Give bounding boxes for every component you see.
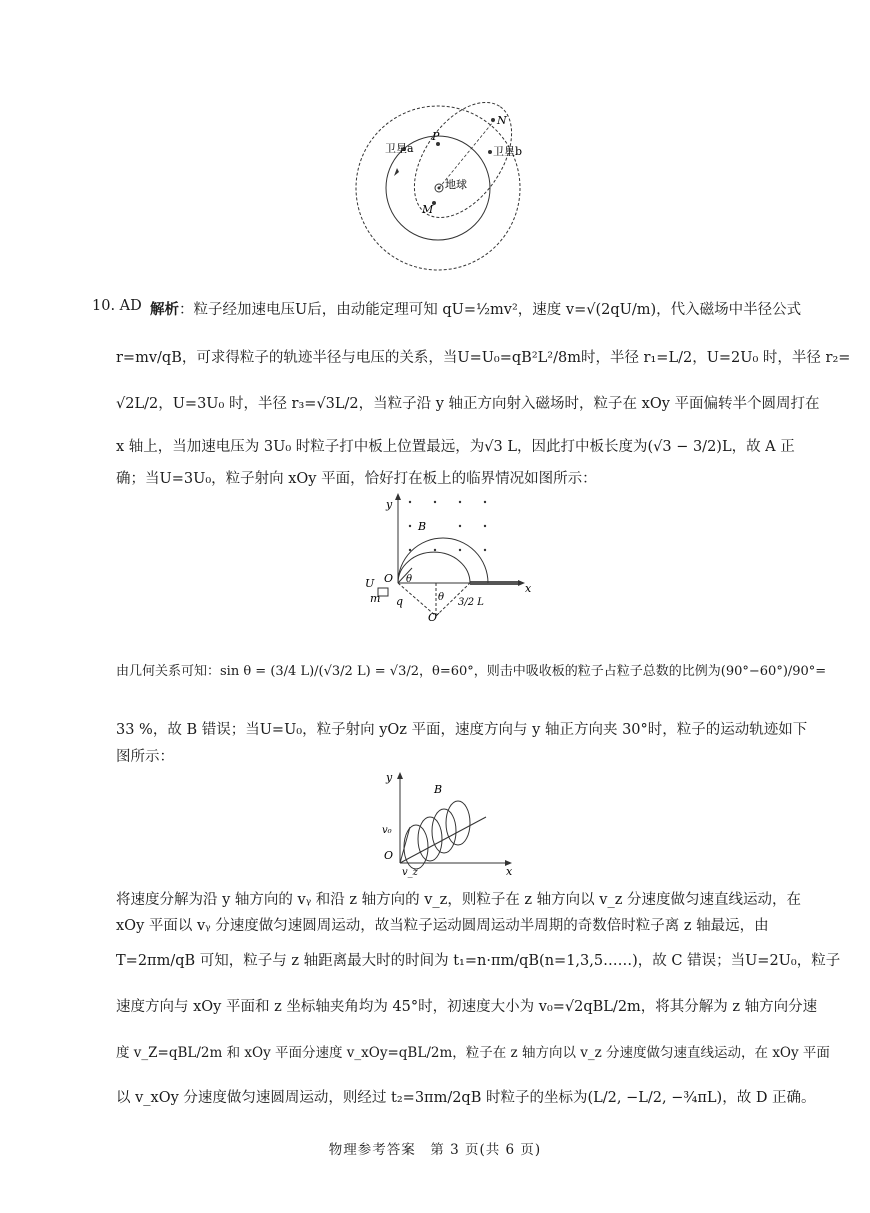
label-o: O bbox=[384, 849, 394, 862]
label-p: P bbox=[432, 130, 440, 143]
analysis-line-14: 以 v_xOy 分速度做匀速圆周运动，则经过 t₂=3πm/2qB 时粒子的坐标为(L/2, −L/2, −¾πL)，故 D 正确。 bbox=[116, 1090, 816, 1106]
answer-number: 10. AD bbox=[92, 298, 142, 314]
label-theta-1: θ bbox=[406, 574, 413, 585]
axis-y: y bbox=[386, 498, 393, 511]
analysis-line-3: √2L/2，U=3U₀ 时，半径 r₃=√3L/2，当粒子沿 y 轴正方向射入磁场时，粒子在 xOy 平面偏转半个圆周打在 bbox=[116, 396, 820, 412]
analysis-line-4: x 轴上，当加速电压为 3U₀ 时粒子打中板上位置最远，为√3 L，因此打中板长度为(√3 − 3/2)L，故 A 正 bbox=[116, 439, 795, 455]
critical-case-figure bbox=[360, 488, 540, 623]
label-theta-2: θ bbox=[438, 592, 445, 603]
label-q: q bbox=[396, 595, 404, 608]
axis-x: x bbox=[525, 582, 532, 595]
helix-trajectory-figure bbox=[378, 767, 518, 879]
analysis-line-11: T=2πm/qB 可知，粒子与 z 轴距离最大时的时间为 t₁=n·πm/qB(n=1,3,5……)，故 C 错误；当U=2U₀，粒子 bbox=[116, 953, 841, 969]
label-v0: v₀ bbox=[382, 825, 392, 836]
analysis-line-1 bbox=[150, 298, 801, 319]
analysis-line-12: 速度方向与 xOy 平面和 z 坐标轴夹角均为 45°时，初速度大小为 v₀=√2qBL/2m，将其分解为 z 轴方向分速 bbox=[116, 999, 818, 1015]
label-sat-b: 卫星b bbox=[493, 145, 523, 158]
analysis-label: 解析 bbox=[150, 301, 179, 318]
label-o: O bbox=[384, 572, 394, 585]
page-footer: 物理参考答案 第 3 页(共 6 页) bbox=[328, 1142, 542, 1158]
analysis-line-6: 由几何关系可知：sin θ = (3/4 L)/(√3/2 L) = √3/2，θ=60°，则击中吸收板的粒子占粒子总数的比例为(90°−60°)/90°= bbox=[116, 664, 827, 679]
label-earth: 地球 bbox=[445, 178, 467, 191]
analysis-line-10: xOy 平面以 vᵧ 分速度做匀速圆周运动，故当粒子运动圆周运动半周期的奇数倍时粒子离 z 轴最远，由 bbox=[116, 918, 769, 934]
satellite-orbit-figure bbox=[355, 100, 523, 275]
analysis-line-5: 确；当U=3U₀，粒子射向 xOy 平面，恰好打在板上的临界情况如图所示： bbox=[116, 471, 597, 487]
label-m: M bbox=[422, 203, 434, 216]
analysis-line-13: 度 v_Z=qBL/2m 和 xOy 平面分速度 v_xOy=qBL/2m，粒子在 z 轴方向以 v_z 分速度做匀速直线运动，在 xOy 平面 bbox=[116, 1045, 830, 1061]
label-b: B bbox=[418, 520, 427, 533]
analysis-line-7: 33 %，故 B 错误；当U=U₀，粒子射向 yOz 平面，速度方向与 y 轴正方向夹 30°时，粒子的运动轨迹如下 bbox=[116, 722, 808, 738]
line-1-text: ：粒子经加速电压U后，由动能定理可知 qU=½mv²，速度 v=√(2qU/m)，代入磁场中半径公式 bbox=[179, 302, 802, 318]
analysis-line-8: 图所示： bbox=[116, 749, 174, 765]
label-n: N bbox=[497, 114, 507, 127]
axis-x: x bbox=[506, 865, 513, 878]
label-b: B bbox=[434, 783, 443, 796]
label-three-half-l: 3/2 L bbox=[458, 597, 484, 608]
label-u: U bbox=[365, 577, 375, 590]
analysis-line-9: 将速度分解为沿 y 轴方向的 vᵧ 和沿 z 轴方向的 v_z，则粒子在 z 轴方向以 v_z 分速度做匀速直线运动，在 bbox=[116, 892, 801, 908]
label-sat-a: 卫星a bbox=[385, 142, 414, 155]
axis-y: y bbox=[386, 771, 393, 784]
label-o-prime: O′ bbox=[428, 611, 440, 624]
label-vz: v_z bbox=[402, 867, 418, 878]
analysis-line-2: r=mv/qB，可求得粒子的轨迹半径与电压的关系，当U=U₀=qB²L²/8m时，半径 r₁=L/2，U=2U₀ 时，半径 r₂= bbox=[116, 350, 851, 366]
question-number bbox=[92, 298, 142, 314]
label-m: m bbox=[370, 592, 381, 605]
